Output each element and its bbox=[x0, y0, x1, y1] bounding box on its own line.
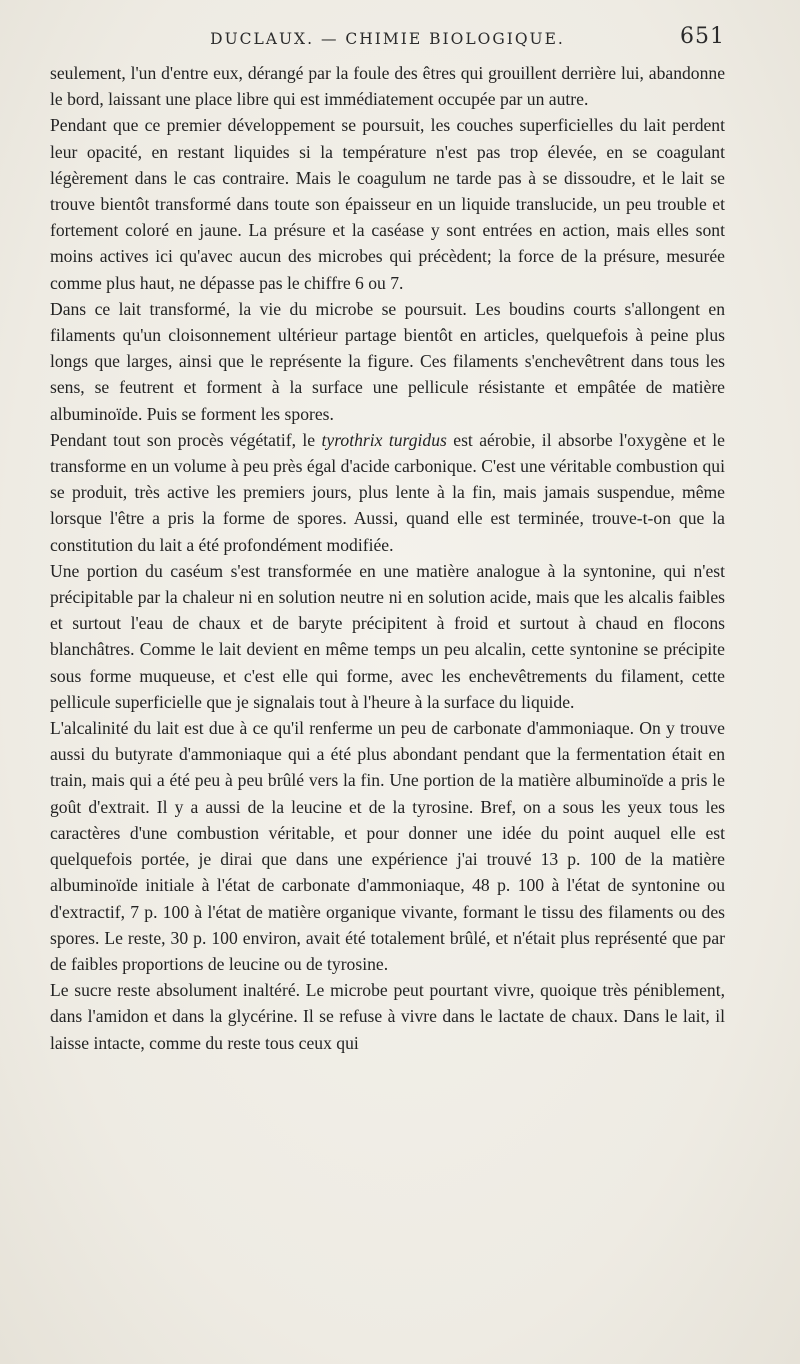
page-header bbox=[50, 22, 725, 52]
species-name: tyrothrix turgidus bbox=[321, 429, 447, 450]
paragraph-4-start: Pendant tout son procès végétatif, le bbox=[50, 429, 322, 450]
paragraph-7: Le sucre reste absolument inaltéré. Le microbe peut pourtant vivre, quoique très péniblement, dans l'amidon et dans la glycérine. Il se refuse à vivre dans le lactate de chaux. Dans le lait, il laisse intacte, comme du reste tous ceux qui bbox=[50, 980, 725, 1053]
paragraph-1: seulement, l'un d'entre eux, dérangé par la foule des êtres qui grouillent derrière lui, abandonne le bord, laissant une place libre qui est immédiatement occupée par un autre. bbox=[50, 63, 725, 110]
paragraph-3: Dans ce lait transformé, la vie du microbe se poursuit. Les boudins courts s'allongent en filaments qu'un cloisonnement ultérieur partage bientôt en articles, quelquefois à peine plus longs que larges, ainsi que le représente la figure. Ces filaments s'enchevêtrent dans tous les sens, se feutrent et forment à la surface une pellicule résistante et empâtée de matière albuminoïde. Puis se forment les spores. bbox=[50, 298, 725, 424]
paragraph-4-end: est aérobie, il absorbe l'oxygène et le transforme en un volume à peu près égal d'acide carbonique. C'est une véritable combustion qui se produit, très active les premiers jours, plus lente à la fin, mais jamais suspendue, même lorsque l'être a pris la forme de spores. Aussi, quand elle est terminée, trouve-t-on que la constitution du lait a été profondément modifiée. bbox=[50, 429, 725, 555]
body-text bbox=[50, 60, 725, 1056]
paragraph-4 bbox=[50, 427, 725, 558]
paragraph-2: Pendant que ce premier développement se poursuit, les couches superficielles du lait perdent leur opacité, en restant liquides si la température n'est pas trop élevée, en se coagulant légèrement dans le cas contraire. Mais le coagulum ne tarde pas à se dissoudre, et le lait se trouve bientôt transformé dans toute son épaisseur en un liquide translucide, un peu trouble et fortement coloré en jaune. La présure et la caséase y sont entrées en action, mais elles sont moins actives ici qu'avec aucun des microbes qui précèdent; la force de la présure, mesurée comme plus haut, ne dépasse pas le chiffre 6 ou 7. bbox=[50, 115, 725, 293]
paragraph-5: Une portion du caséum s'est transformée en une matière analogue à la syntonine, qui n'est précipitable par la chaleur ni en solution neutre ni en solution acide, mais que les alcalis faibles et surtout l'eau de chaux et de baryte précipitent à froid et surtout à chaud en flocons blanchâtres. Comme le lait devient en même temps un peu alcalin, cette syntonine se précipite sous forme muqueuse, et c'est elle qui forme, avec les enchevêtrements du filament, cette pellicule superficielle que je signalais tout à l'heure à la surface du liquide. bbox=[50, 560, 725, 712]
page-number: 651 bbox=[680, 24, 725, 49]
paragraph-6: L'alcalinité du lait est due à ce qu'il renferme un peu de carbonate d'ammoniaque. On y trouve aussi du butyrate d'ammoniaque qui a été plus abondant pendant que la fermentation était en train, mais qui a été peu à peu brûlé vers la fin. Une portion de la matière albuminoïde a pris le goût d'extrait. Il y a aussi de la leucine et de la tyrosine. Bref, on a sous les yeux tous les caractères d'une combustion véritable, et pour donner une idée du point auquel elle est quelquefois portée, je dirai que dans une expérience j'ai trouvé 13 p. 100 de la matière albuminoïde initiale à l'état de carbonate d'ammoniaque, 48 p. 100 à l'état de syntonine ou d'extractif, 7 p. 100 à l'état de matière organique vivante, formant le tissu des filaments ou des spores. Le reste, 30 p. 100 environ, avait été totalement brûlé, et n'était plus représenté que par de faibles proportions de leucine ou de tyrosine. bbox=[50, 718, 725, 974]
running-head: DUCLAUX. — CHIMIE BIOLOGIQUE. bbox=[210, 30, 565, 48]
